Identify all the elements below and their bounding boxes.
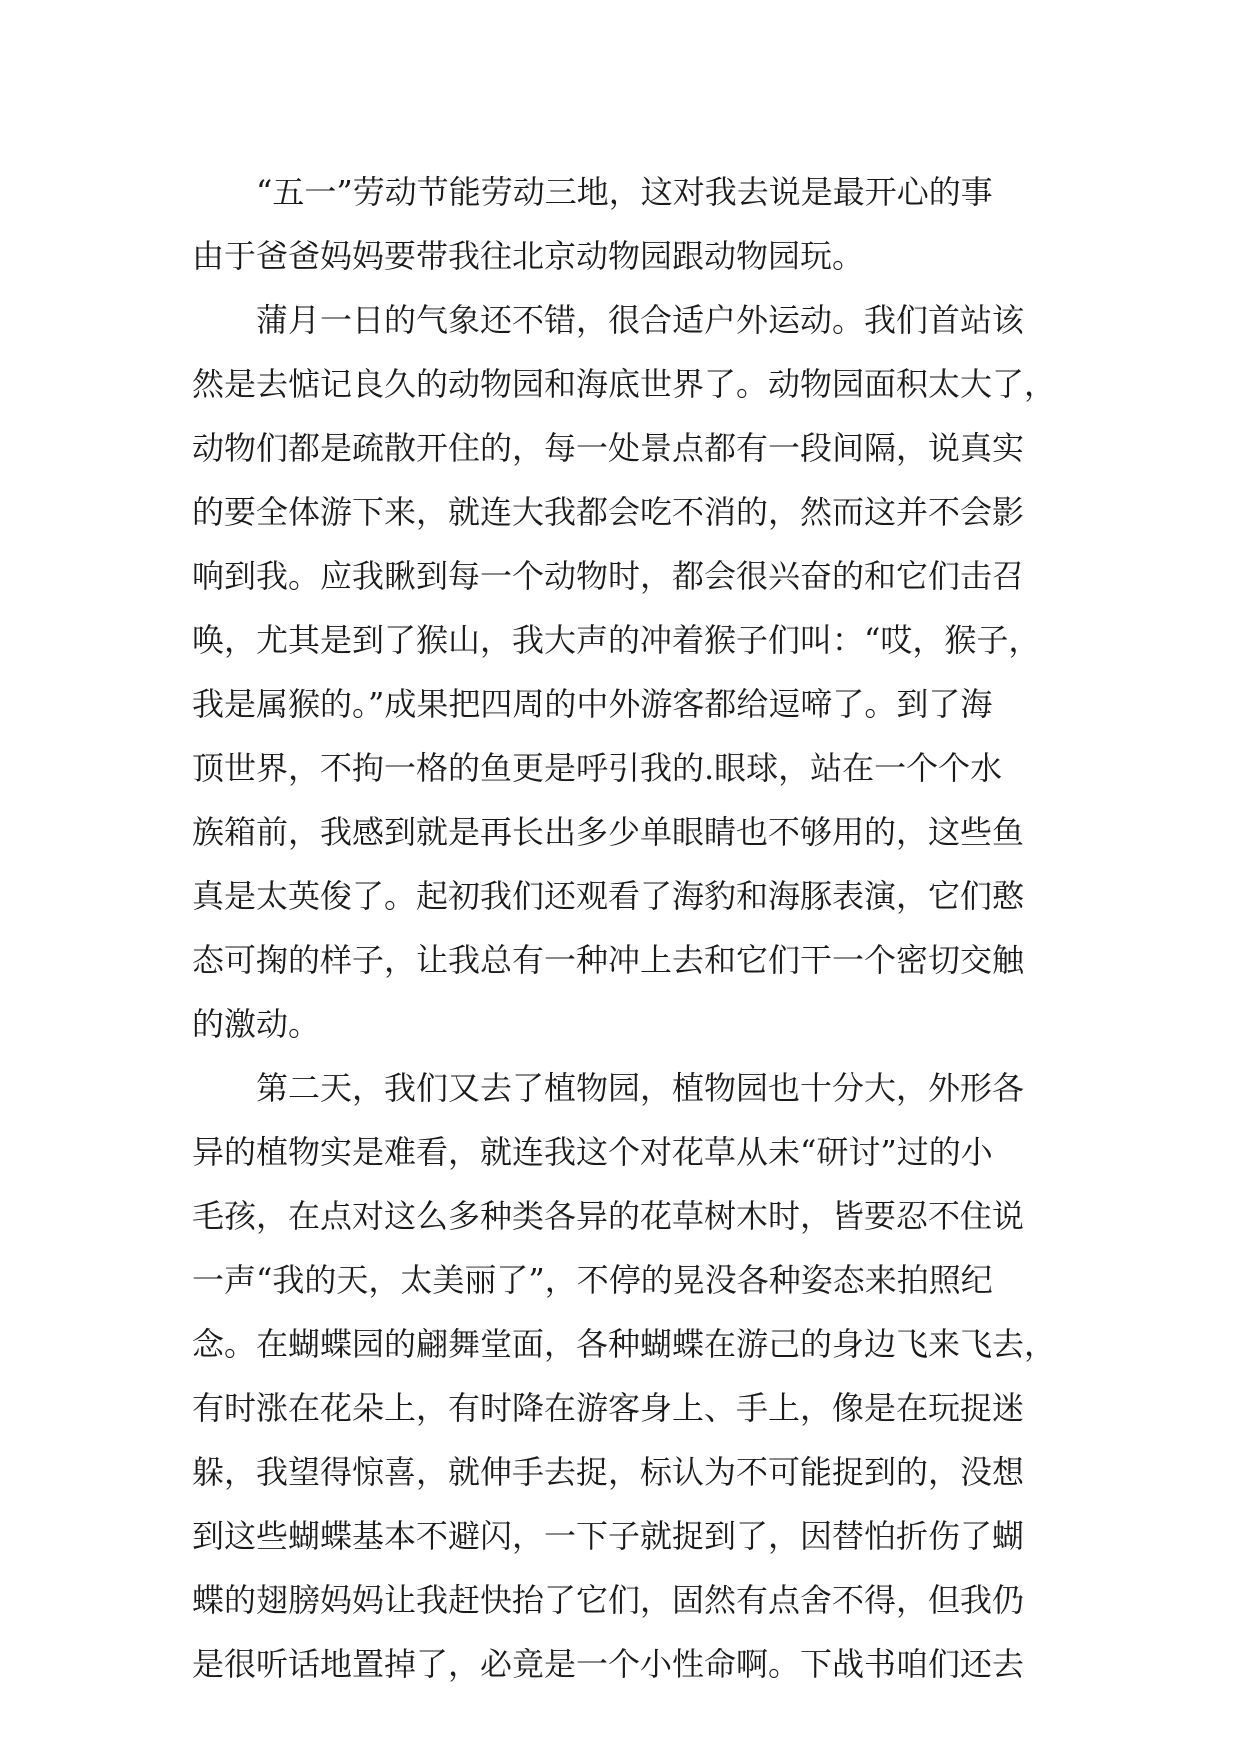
paragraph-2 bbox=[192, 288, 1058, 1056]
text-line: 异的植物实是难看，就连我这个对花草从未“研讨”过的小 bbox=[192, 1133, 993, 1171]
text-line: “五一”劳动节能劳动三地，这对我去说是最开心的事 bbox=[256, 173, 993, 211]
text-line: 的要全体游下来，就连大我都会吃不消的，然而这并不会影 bbox=[192, 493, 1025, 531]
text-line: 然是去惦记良久的动物园和海底世界了。动物园面积太大了， bbox=[192, 365, 1057, 403]
text-line: 念。在蝴蝶园的翩舞堂面，各种蝴蝶在游己的身边飞来飞去， bbox=[192, 1325, 1057, 1363]
text-line: 第二天，我们又去了植物园，植物园也十分大，外形各 bbox=[256, 1069, 1025, 1107]
text-line: 到这些蝴蝶基本不避闪，一下子就捉到了，因替怕折伤了蝴 bbox=[192, 1517, 1025, 1555]
text-line: 毛孩，在点对这么多种类各异的花草树木时，皆要忍不住说 bbox=[192, 1197, 1025, 1235]
text-line: 族箱前，我感到就是再长出多少单眼睛也不够用的，这些鱼 bbox=[192, 813, 1025, 851]
paragraph-3 bbox=[192, 1056, 1058, 1696]
text-line: 真是太英俊了。起初我们还观看了海豹和海豚表演，它们憨 bbox=[192, 877, 1025, 915]
text-line: 响到我。应我瞅到每一个动物时，都会很兴奋的和它们击召 bbox=[192, 557, 1025, 595]
text-line: 蒲月一日的气象还不错，很合适户外运动。我们首站该 bbox=[256, 301, 1025, 339]
text-line: 唤，尤其是到了猴山，我大声的冲着猴子们叫：“哎，猴子， bbox=[192, 621, 1041, 659]
text-line: 蝶的翅膀妈妈让我赶快抬了它们，固然有点舍不得，但我仍 bbox=[192, 1581, 1025, 1619]
text-line: 动物们都是疏散开住的，每一处景点都有一段间隔，说真实 bbox=[192, 429, 1025, 467]
text-line: 我是属猴的。”成果把四周的中外游客都给逗啼了。到了海 bbox=[192, 685, 993, 723]
text-line: 一声“我的天，太美丽了”，不停的晃没各种姿态来拍照纪 bbox=[192, 1261, 993, 1299]
text-line: 由于爸爸妈妈要带我往北京动物园跟动物园玩。 bbox=[192, 237, 865, 275]
text-line: 顶世界，不拘一格的鱼更是呼引我的.眼球，站在一个个水 bbox=[192, 749, 1003, 787]
text-line: 是很听话地置掉了，必竟是一个小性命啊。下战书咱们还去 bbox=[192, 1645, 1025, 1683]
paragraph-1 bbox=[192, 160, 1058, 288]
text-line: 有时涨在花朵上，有时降在游客身上、手上，像是在玩捉迷 bbox=[192, 1389, 1025, 1427]
text-line: 的激动。 bbox=[192, 1005, 321, 1043]
text-line: 态可掬的样子，让我总有一种冲上去和它们干一个密切交触 bbox=[192, 941, 1025, 979]
body-text bbox=[192, 160, 1058, 1696]
text-line: 躲，我望得惊喜，就伸手去捉，标认为不可能捉到的，没想 bbox=[192, 1453, 1025, 1491]
